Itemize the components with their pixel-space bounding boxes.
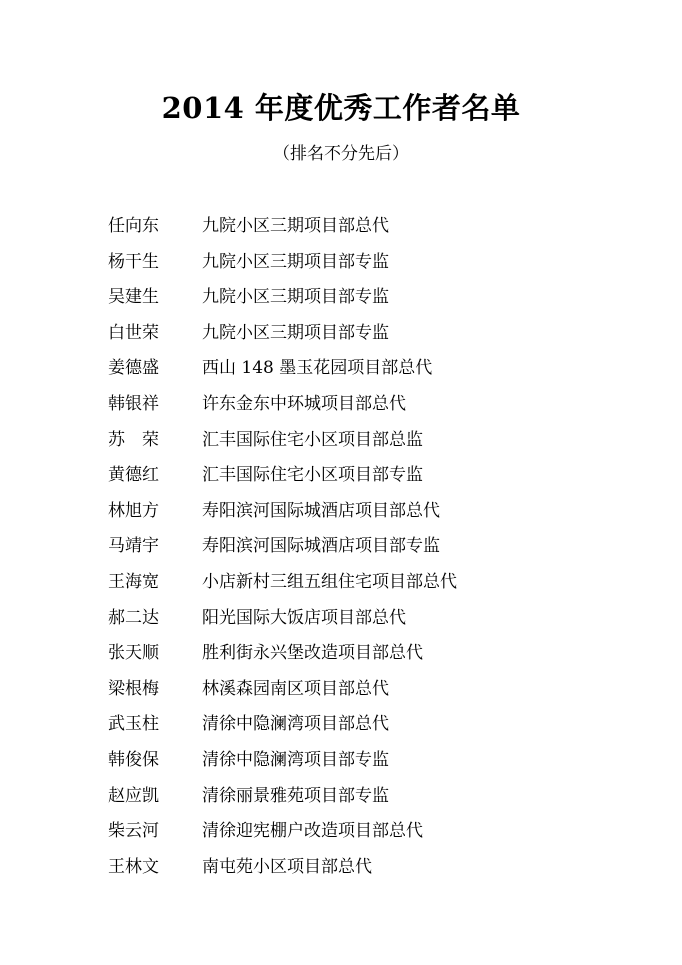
- person-post: 寿阳滨河国际城酒店项目部总代: [202, 500, 440, 521]
- roster-row: [0, 356, 682, 392]
- person-name: 韩俊保: [108, 749, 159, 770]
- person-post: 九院小区三期项目部总代: [202, 216, 389, 236]
- person-name: 林旭方: [108, 500, 159, 521]
- person-post: 清徐中隐澜湾项目部专监: [202, 749, 389, 770]
- roster-row: [0, 499, 682, 535]
- person-name: 黄德红: [108, 465, 159, 486]
- person-post: 清徐迎宪棚户改造项目部总代: [202, 821, 423, 842]
- roster-row: [0, 784, 682, 820]
- person-post: 汇丰国际住宅小区项目部专监: [202, 465, 423, 486]
- roster-row: [0, 214, 682, 250]
- roster-row: [0, 712, 682, 748]
- person-name: 韩银祥: [108, 393, 159, 414]
- roster-row: [0, 819, 682, 855]
- person-post: 西山 148 墨玉花园项目部总代: [202, 358, 433, 379]
- roster-row: [0, 570, 682, 606]
- person-post: 南屯苑小区项目部总代: [202, 856, 372, 877]
- person-name: 赵应凯: [108, 785, 159, 806]
- roster-row: [0, 285, 682, 321]
- page-subtitle: （排名不分先后）: [273, 144, 409, 164]
- person-name: 郝二达: [108, 607, 159, 628]
- roster-row: [0, 428, 682, 464]
- roster-row: [0, 748, 682, 784]
- person-name: 王林文: [108, 856, 159, 877]
- roster-row: [0, 677, 682, 713]
- person-post: 胜利街永兴堡改造项目部总代: [202, 643, 423, 664]
- person-post: 清徐中隐澜湾项目部总代: [202, 714, 389, 735]
- person-post: 清徐丽景雅苑项目部专监: [202, 785, 389, 806]
- person-name: 苏 荣: [108, 429, 159, 450]
- person-post: 许东金东中环城项目部总代: [202, 393, 406, 414]
- person-name: 任向东: [108, 216, 159, 236]
- page-title: 2014 年度优秀工作者名单: [161, 91, 521, 125]
- roster-row: [0, 855, 682, 891]
- person-post: 汇丰国际住宅小区项目部总监: [202, 429, 423, 450]
- person-post: 阳光国际大饭店项目部总代: [202, 607, 406, 628]
- person-name: 张天顺: [108, 643, 159, 664]
- person-name: 王海宽: [108, 571, 159, 592]
- person-name: 吴建生: [108, 287, 159, 308]
- person-name: 马靖宇: [108, 536, 159, 557]
- roster-row: [0, 606, 682, 642]
- roster-list: [0, 214, 682, 890]
- person-post: 九院小区三期项目部专监: [202, 251, 389, 272]
- roster-row: [0, 641, 682, 677]
- person-name: 柴云河: [108, 821, 159, 842]
- person-post: 小店新村三组五组住宅项目部总代: [202, 571, 457, 592]
- person-post: 九院小区三期项目部专监: [202, 287, 389, 308]
- person-name: 姜德盛: [108, 358, 159, 379]
- roster-row: [0, 250, 682, 286]
- person-name: 梁根梅: [108, 678, 159, 699]
- roster-row: [0, 463, 682, 499]
- person-post: 寿阳滨河国际城酒店项目部专监: [202, 536, 440, 557]
- roster-row: [0, 392, 682, 428]
- roster-row: [0, 321, 682, 357]
- person-post: 九院小区三期项目部专监: [202, 322, 389, 343]
- person-name: 白世荣: [108, 322, 159, 343]
- person-post: 林溪森园南区项目部总代: [202, 678, 389, 699]
- person-name: 杨干生: [108, 251, 159, 272]
- person-name: 武玉柱: [108, 714, 159, 735]
- roster-row: [0, 534, 682, 570]
